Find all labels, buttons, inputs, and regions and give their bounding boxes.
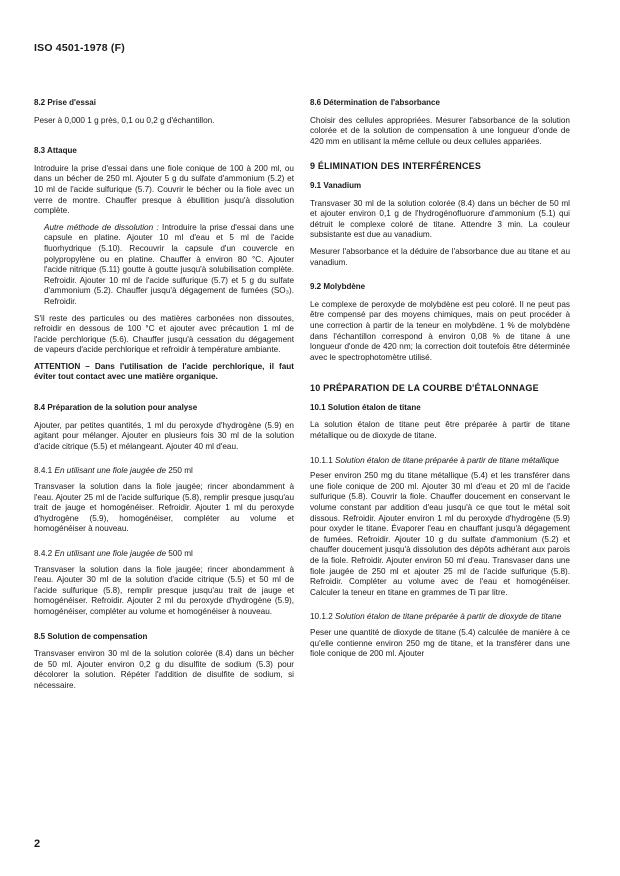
alternative-method-label: Autre méthode de dissolution : xyxy=(44,222,159,232)
section-8-4-2-heading xyxy=(34,549,294,560)
page-header: ISO 4501-1978 (F) xyxy=(34,42,125,54)
section-8-4-1-volume: 250 ml xyxy=(166,466,193,476)
section-10-1-2-text: Peser une quantité de dioxyde de titane (5.4) calculée de manière à ce qu'elle contienne environ 250 mg de titane, et la transférer dans une fiole conique de 200 ml. Ajouter xyxy=(310,627,570,659)
section-9-1-heading: 9.1 Vanadium xyxy=(310,180,362,190)
section-10-1-1-text: Peser environ 250 mg du titane métallique (5.4) et les transférer dans une fiole conique de 200 ml. Ajouter 30 ml d'eau et 20 ml de l'acide sulfurique (5.8). Couvrir la fiole. Chauffer doucement en conservant le volume constant par addition d'eau jusqu'à ce que tout le métal soit dissous. Refroidir. Ajouter environ 1 ml du peroxyde d'hydrogène (5.9) pour oxyder le titane. Évaporer l'eau en chauffant jusqu'à dégagement de fumées. Refroidir. Ajouter 10 g du sulfate d'ammonium (5.2) et chauffer doucement jusqu'à dissolution des dépôts adhérant aux parois de la fiole. Refroidir. Ajouter environ 50 ml d'eau. Transvaser dans une fiole jaugée de 250 ml et ajouter 25 ml de l'acide sulfurique (5.8). Refroidir. Compléter au volume avec de l'eau et homogénéiser. Calculer la teneur en titane en grammes de Ti par litre. xyxy=(310,471,570,597)
perchloric-warning: ATTENTION – Dans l'utilisation de l'acide perchlorique, il faut éviter tout contact avec une matière organique. xyxy=(34,361,294,382)
section-8-3-heading: 8.3 Attaque xyxy=(34,146,77,156)
page-number: 2 xyxy=(34,838,41,850)
section-10-1-text: La solution étalon de titane peut être préparée à partir de titane métallique ou de dioxyde de titane. xyxy=(310,420,570,441)
section-8-4-2-text: Transvaser la solution dans la fiole jaugée; rincer abondamment à l'eau. Ajouter 30 ml de la solution d'acide citrique (5.5) et 50 ml de l'acide sulfurique (5.8), remplir presque jusqu'au trait de jauge et homogénéiser. Refroidir. Ajouter 2 ml du peroxyde d'hydrogène (5.9), homogénéiser, compléter au volume et homogénéiser à nouveau. xyxy=(34,564,294,616)
section-8-3-para-1: Introduire la prise d'essai dans une fiole conique de 100 à 200 ml, ou dans un bécher de 250 ml. Ajouter 5 g du sulfate d'ammonium (5.2) et 10 ml de l'acide sulfurique (5.7). Couvrir le bécher ou la fiole avec un verre de montre. Chauffer presque à ébullition jusqu'à dissolution complète. xyxy=(34,163,294,216)
section-8-6-heading: 8.6 Détermination de l'absorbance xyxy=(310,98,440,107)
section-8-4-1-title: En utilisant une fiole jaugée de xyxy=(54,466,167,476)
section-8-4-2-title: En utilisant une fiole jaugée de xyxy=(54,549,167,558)
section-10-1-2-number: 10.1.2 xyxy=(310,612,336,622)
section-8-6-text: Choisir des cellules appropriées. Mesurer l'absorbance de la solution colorée et de la solution de compensation à une longueur d'onde de 420 mm en utilisant la même cellule ou deux cellules appariées. xyxy=(310,115,570,146)
left-column xyxy=(34,98,294,698)
section-8-2-heading: 8.2 Prise d'essai xyxy=(34,98,96,107)
section-10-1-1-number: 10.1.1 xyxy=(310,455,336,465)
alternative-method-text: Introduire la prise d'essai dans une capsule en platine. Ajouter 10 ml d'eau et 5 ml de l'acide fluorhydrique (5.10). Recouvrir la capsule d'un couvercle en polypropylène ou en platine. Chauffer à environ 80 °C. Ajouter l'acide nitrique (5.11) goutte à goutte jusqu'à solubilisation complète. Refroidir. Ajouter 10 ml de l'acide sulfurique (5.7) et 5 g du sulfate d'ammonium (5.2). Chauffer jusqu'à dégagement de fumées (SO₃). Refroidir. xyxy=(44,222,294,306)
section-8-4-2-number: 8.4.2 xyxy=(34,549,55,558)
section-8-3-alternative xyxy=(44,223,294,308)
section-8-4-heading: 8.4 Préparation de la solution pour analyse xyxy=(34,403,198,413)
right-column xyxy=(310,98,570,666)
section-9-1-para-2: Mesurer l'absorbance et la déduire de l'absorbance due au titane et au vanadium. xyxy=(310,246,570,267)
section-8-2-text: Peser à 0,000 1 g près, 0,1 ou 0,2 g d'échantillon. xyxy=(34,115,215,125)
section-9-heading: 9 ÉLIMINATION DES INTERFÉRENCES xyxy=(310,161,482,172)
section-8-4-1-text: Transvaser la solution dans la fiole jaugée; rincer abondamment à l'eau. Ajouter 25 ml de l'acide sulfurique (5.8), remplir presque jusqu'au trait de jauge et homogénéiser. Refroidir. Ajouter 1 ml du peroxyde d'hydrogène (5.9), homogénéiser, compléter au volume et homogénéiser à nouveau. xyxy=(34,482,294,534)
section-10-1-heading: 10.1 Solution étalon de titane xyxy=(310,402,421,412)
section-10-1-1-heading xyxy=(310,456,570,467)
section-10-1-1-title: Solution étalon de titane préparée à partir de titane métallique xyxy=(335,455,559,465)
section-10-1-2-heading xyxy=(310,612,570,623)
section-8-4-1-number: 8.4.1 xyxy=(34,466,55,476)
section-8-5-heading: 8.5 Solution de compensation xyxy=(34,631,148,641)
section-9-2-text: Le complexe de peroxyde de molybdène est peu coloré. Il ne peut pas être compensé par des moyens chimiques, mais on peut procéder à une correction à partir de la teneur en molybdène. 1 % de molybdène dans l'échantillon correspond à environ 0,08 % de titane à une longueur d'onde de 420 nm; la correction doit toutefois être déterminée avec le spectrophotomètre utilisé. xyxy=(310,299,570,362)
section-10-heading: 10 PRÉPARATION DE LA COURBE D'ÉTALONNAGE xyxy=(310,383,539,394)
section-8-4-2-volume: 500 ml xyxy=(166,549,193,558)
section-8-5-text: Transvaser environ 30 ml de la solution colorée (8.4) dans un bécher de 50 ml. Ajouter environ 0,2 g du disulfite de sodium (5.3) pour décolorer la solution. Répéter l'addition de disulfite de sodium, si nécessaire. xyxy=(34,649,294,690)
section-8-4-text: Ajouter, par petites quantités, 1 ml du peroxyde d'hydrogène (5.9) en agitant pour mélanger. Ajouter en plusieurs fois 30 ml de la solution d'acide citrique (5.5) et mélangeant. Ajouter 40 ml d'eau. xyxy=(34,420,294,451)
section-10-1-2-title: Solution étalon de titane préparée à partir de dioxyde de titane xyxy=(335,612,562,622)
section-8-3-para-3: S'il reste des particules ou des matières carbonées non dissoutes, refroidir en dessous de 100 °C et ajouter avec précaution 1 ml de l'acide perchlorique (5.6). Chauffer jusqu'à cessation du dégagement de vapeurs d'acide perchlorique et refroidir à température ambiante. xyxy=(34,313,294,355)
section-9-1-para-1: Transvaser 30 ml de la solution colorée (8.4) dans un bécher de 50 ml et ajouter environ 0,1 g de l'hydrogénofluorure d'ammonium (5.1) qui détruit le complexe coloré de titane. Attendre 3 min. La couleur subsistante est due au vanadium. xyxy=(310,198,570,240)
section-9-2-heading: 9.2 Molybdène xyxy=(310,282,366,292)
section-8-4-1-heading xyxy=(34,466,294,477)
